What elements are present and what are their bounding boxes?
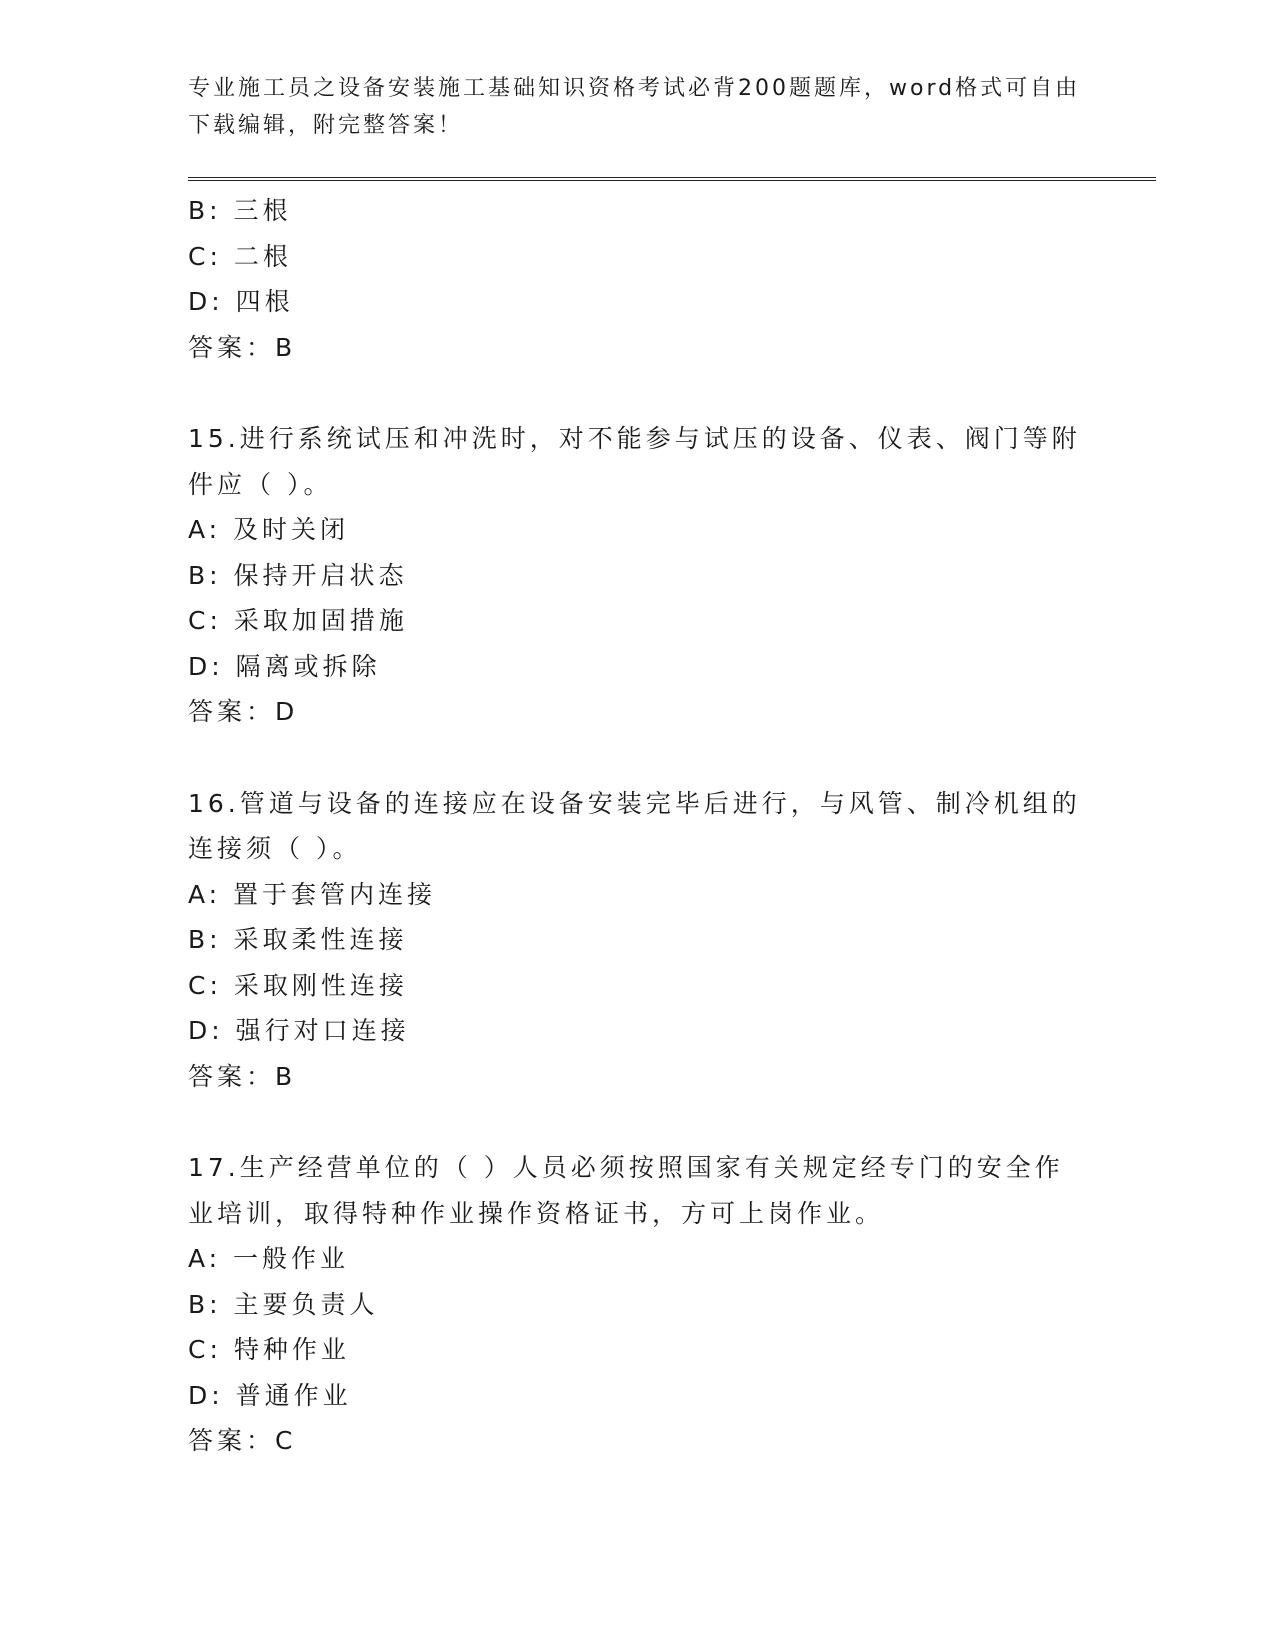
question-text-line1: 15.进行系统试压和冲洗时，对不能参与试压的设备、仪表、阀门等附 — [188, 424, 1081, 453]
question-text-line2: 连接须（ ）。 — [188, 834, 362, 863]
header-title-line2: 下载编辑，附完整答案！ — [188, 113, 464, 138]
answer-line: 答案：D — [188, 697, 299, 726]
question-17 — [188, 1145, 1088, 1464]
answer-line: 答案：B — [188, 332, 297, 362]
option-a: A: 置于套管内连接 — [188, 879, 437, 909]
header-title-line1: 专业施工员之设备安装施工基础知识资格考试必背200题题库，word格式可自由 — [188, 76, 1081, 101]
option-b: B: 三根 — [188, 196, 292, 225]
option-b: B: 保持开启状态 — [188, 560, 408, 590]
question-15 — [188, 416, 1088, 735]
option-c: C: 二根 — [188, 241, 292, 271]
question-16 — [188, 781, 1088, 1100]
question-text-line1: 16.管道与设备的连接应在设备安装完毕后进行，与风管、制冷机组的 — [188, 788, 1081, 818]
header-divider — [188, 177, 1156, 181]
option-c: C: 采取加固措施 — [188, 606, 408, 635]
question-text-line2: 件应（ ）。 — [188, 469, 333, 499]
question-text-line1: 17.生产经营单位的（ ）人员必须按照国家有关规定经专门的安全作 — [188, 1153, 1064, 1182]
option-d: D: 四根 — [188, 287, 294, 316]
option-c: C: 特种作业 — [188, 1335, 350, 1364]
option-a: A: 一般作业 — [188, 1244, 350, 1273]
option-d: D: 强行对口连接 — [188, 1016, 410, 1045]
question-text-line2: 业培训，取得特种作业操作资格证书，方可上岗作业。 — [188, 1198, 885, 1228]
option-b: B: 采取柔性连接 — [188, 925, 408, 954]
answer-line: 答案：B — [188, 1061, 297, 1091]
option-d: D: 隔离或拆除 — [188, 651, 381, 681]
prev-question-block — [188, 188, 1088, 370]
option-d: D: 普通作业 — [188, 1380, 352, 1410]
question-content — [188, 188, 1088, 1464]
option-a: A: 及时关闭 — [188, 515, 350, 544]
option-b: B: 主要负责人 — [188, 1289, 379, 1319]
answer-line: 答案：C — [188, 1426, 297, 1455]
option-c: C: 采取刚性连接 — [188, 970, 408, 1000]
page-header — [188, 70, 1088, 144]
